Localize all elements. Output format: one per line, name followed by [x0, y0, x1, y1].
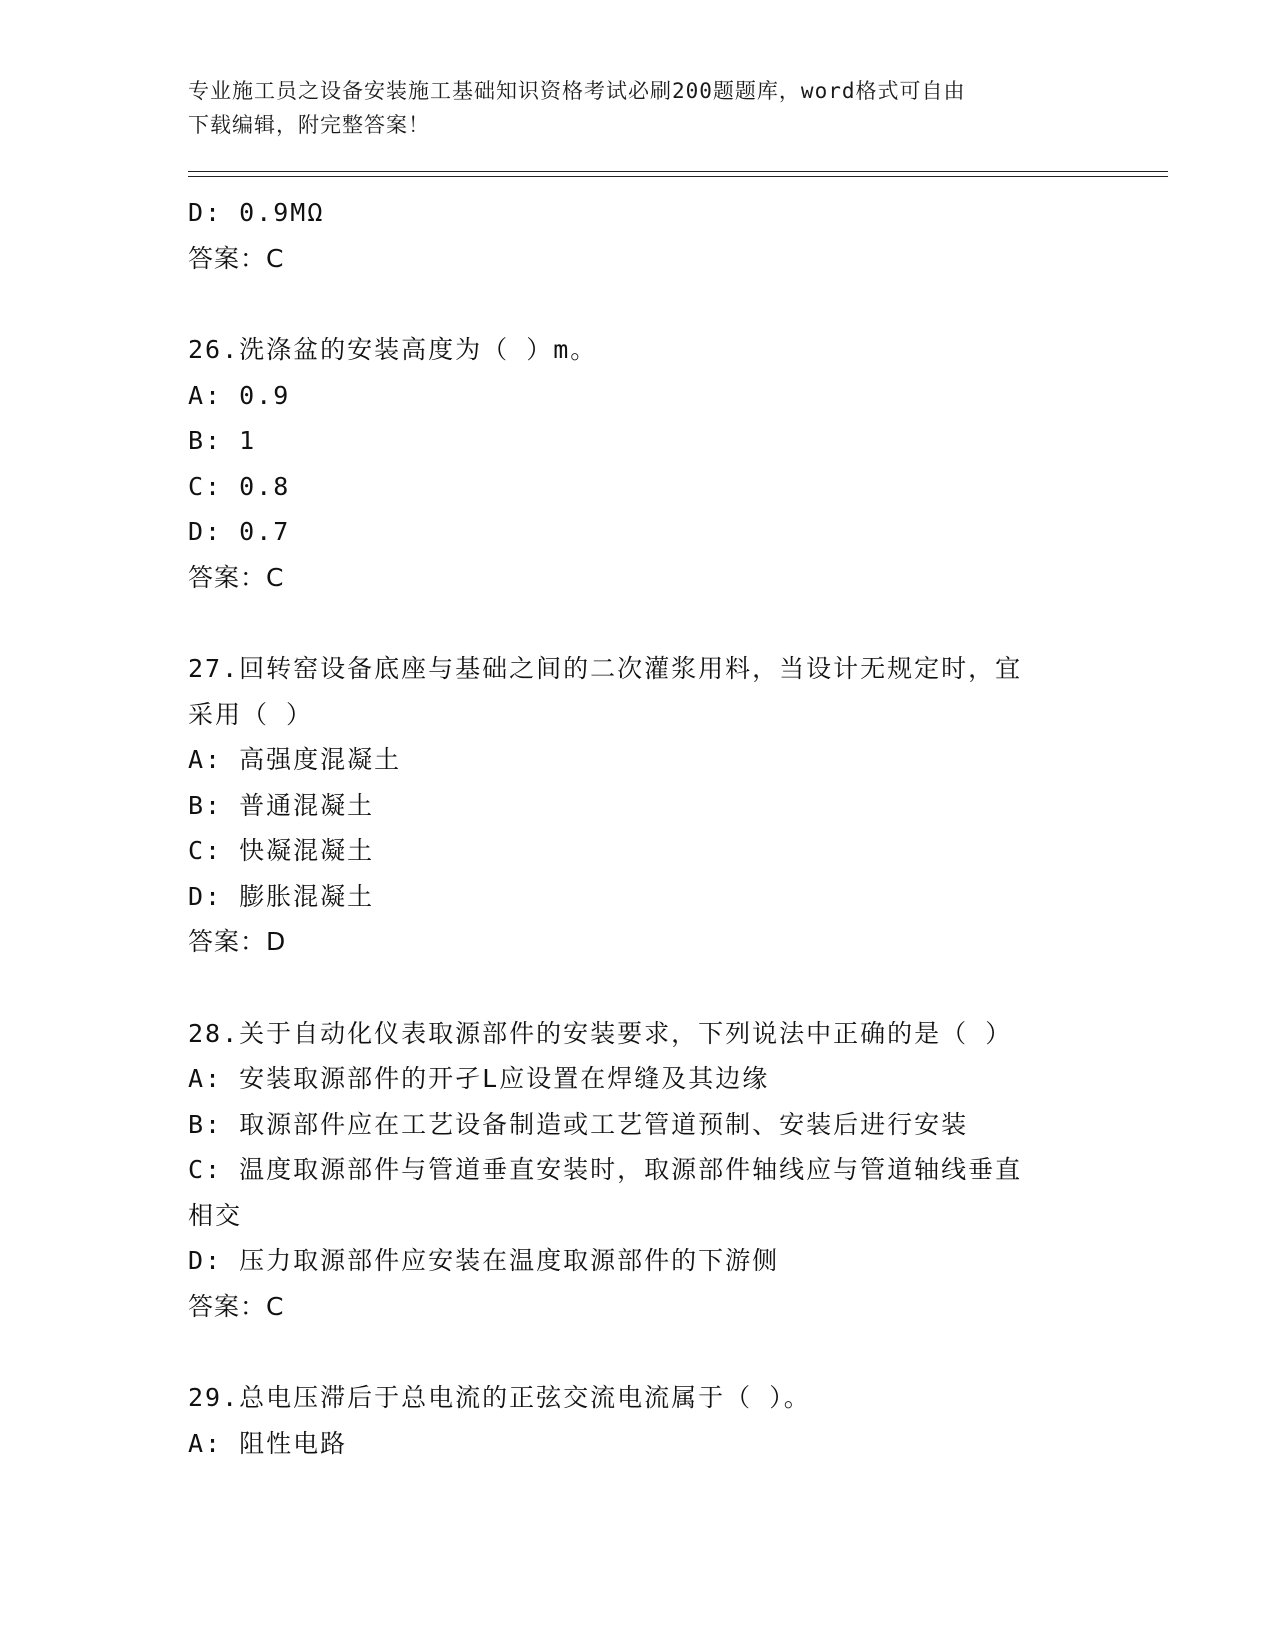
spacer — [188, 965, 1148, 1011]
document-header — [188, 74, 1088, 142]
option-c: C: 温度取源部件与管道垂直安装时，取源部件轴线应与管道轴线垂直 — [188, 1155, 1023, 1184]
question-stem: 29.总电压滞后于总电流的正弦交流电流属于（ ）。 — [188, 1383, 811, 1412]
spacer — [188, 281, 1148, 327]
spacer — [188, 1329, 1148, 1375]
option-b: B: 取源部件应在工艺设备制造或工艺管道预制、安装后进行安装 — [188, 1109, 969, 1139]
question-29 — [188, 1375, 1148, 1466]
option-c: C: 0.8 — [188, 471, 291, 501]
answer: 答案：C — [188, 1291, 285, 1321]
question-28 — [188, 1011, 1148, 1330]
question-stem-continued: 采用（ ） — [188, 699, 314, 729]
question-list — [188, 190, 1148, 1466]
spacer — [188, 600, 1148, 646]
question-26 — [188, 327, 1148, 600]
question-stem: 28.关于自动化仪表取源部件的安装要求，下列说法中正确的是（ ） — [188, 1018, 1013, 1048]
header-divider-bottom — [188, 176, 1168, 177]
answer: 答案：D — [188, 927, 287, 956]
option-c: C: 快凝混凝土 — [188, 836, 375, 865]
option-c-continued: 相交 — [188, 1200, 243, 1230]
option-d: D: 压力取源部件应安装在温度取源部件的下游侧 — [188, 1246, 780, 1275]
option-d: D: 膨胀混凝土 — [188, 881, 375, 911]
header-line-1: 专业施工员之设备安装施工基础知识资格考试必刷200题题库，word格式可自由 — [188, 79, 966, 103]
question-stem: 26.洗涤盆的安装高度为（ ）m。 — [188, 335, 598, 364]
header-line-2: 下载编辑，附完整答案！ — [188, 113, 430, 137]
question-27 — [188, 646, 1148, 965]
option-a: A: 安装取源部件的开孑L应设置在焊缝及其边缘 — [188, 1064, 770, 1093]
option-a: A: 阻性电路 — [188, 1428, 348, 1458]
option-a: A: 高强度混凝土 — [188, 745, 402, 774]
option-b: B: 普通混凝土 — [188, 790, 375, 820]
answer: 答案：C — [188, 243, 285, 273]
option-d: D: 0.7 — [188, 517, 291, 546]
option-d: D: 0.9MΩ — [188, 198, 325, 227]
header-divider-top — [188, 171, 1168, 172]
option-a: A: 0.9 — [188, 380, 291, 410]
question-stem: 27.回转窑设备底座与基础之间的二次灌浆用料，当设计无规定时，宜 — [188, 654, 1023, 683]
option-b: B: 1 — [188, 426, 257, 455]
answer: 答案：C — [188, 562, 285, 592]
